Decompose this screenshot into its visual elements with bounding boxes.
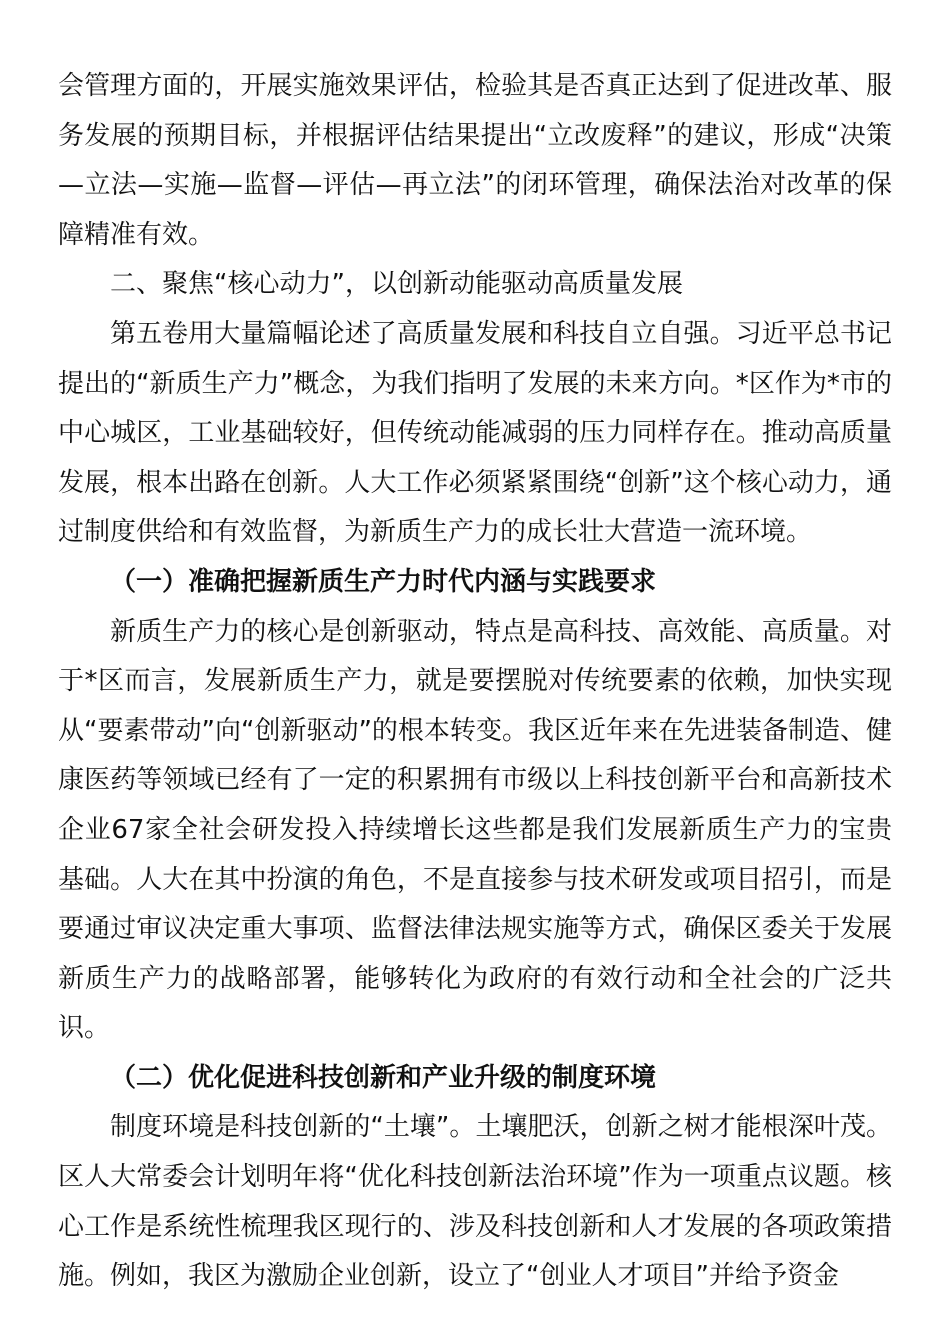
subsection-heading: （二）优化促进科技创新和产业升级的制度环境 — [110, 1062, 657, 1093]
body-paragraph: 制度环境是科技创新的“土壤”。土壤肥沃，创新之树才能根深叶茂。区人大常委会计划明年将“优化科技创新法治环境”作为一项重点议题。核心工作是系统性梳理我区现行的、涉及科技创新和人才发展的各项政策措施。例如，我区为激励企业创新，设立了“创业人才项目”并给予资金 — [58, 1112, 892, 1292]
subsection-heading: （一）准确把握新质生产力时代内涵与实践要求 — [110, 566, 657, 597]
body-paragraph-continued: 会管理方面的，开展实施效果评估，检验其是否真正达到了促进改革、服务发展的预期目标，并根据评估结果提出“立改废释”的建议，形成“决策—立法—实施—监督—评估—再立法”的闭环管理，确保法治对改革的保障精准有效。 — [58, 71, 892, 250]
body-paragraph: 新质生产力的核心是创新驱动，特点是高科技、高效能、高质量。对于*区而言，发展新质生产力，就是要摆脱对传统要素的依赖，加快实现从“要素带动”向“创新驱动”的根本转变。我区近年来在先进装备制造、健康医药等领域已经有了一定的积累拥有市级以上科技创新平台和高新技术企业67家全社会研发投入持续增长这些都是我们发展新质生产力的宝贵基础。人大在其中扮演的角色，不是直接参与技术研发或项目招引，而是要通过审议决定重大事项、监督法律法规实施等方式，确保区委关于发展新质生产力的战略部署，能够转化为政府的有效行动和全社会的广泛共识。 — [58, 616, 892, 1044]
document-page — [58, 62, 892, 1302]
body-paragraph: 第五卷用大量篇幅论述了高质量发展和科技自立自强。习近平总书记提出的“新质生产力”概念，为我们指明了发展的未来方向。*区作为*市的中心城区，工业基础较好，但传统动能减弱的压力同样存在。推动高质量发展，根本出路在创新。人大工作必须紧紧围绕“创新”这个核心动力，通过制度供给和有效监督，为新质生产力的成长壮大营造一流环境。 — [58, 318, 892, 548]
section-heading: 二、聚焦“核心动力”，以创新动能驱动高质量发展 — [110, 269, 683, 300]
